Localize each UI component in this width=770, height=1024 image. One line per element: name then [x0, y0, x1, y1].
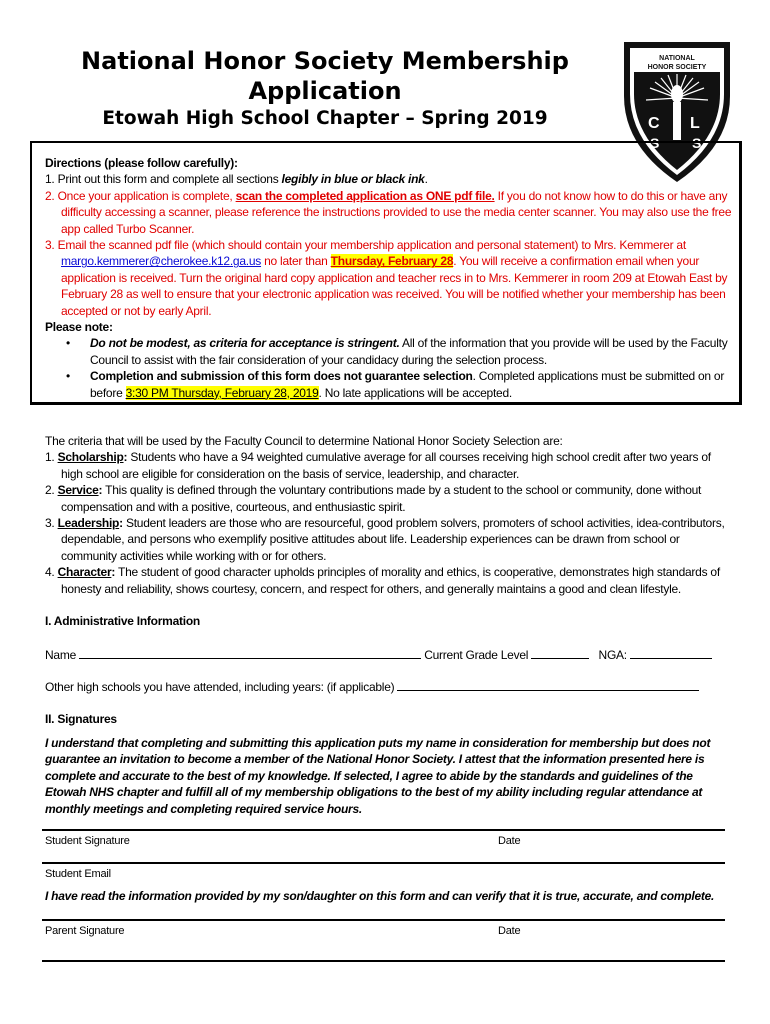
advisor-email-link[interactable]: margo.kemmerer@cherokee.k12.ga.us: [61, 254, 262, 269]
criteria-label: Character: [57, 565, 112, 580]
applicant-statement: I understand that completing and submitting this application puts my name in consideration for membership but does not guarantee an invitation to become a member of the National Honor Society. I attest that the information presented here is complete and accurate to the best of my knowledge. If selected, I agree to abide by the standards and guidelines of the Etowah NHS chapter and fulfill all of my membership obligations to the best of my ability including regular attendance at monthly meetings and completing required service hours.: [45, 736, 711, 816]
parent-signature-label: Parent Signature: [45, 925, 125, 937]
criteria-colon: :: [111, 565, 116, 580]
note-bullet-1-emphasis: Do not be modest, as criteria for acceptance is stringent.: [90, 336, 400, 351]
bullet-icon: •: [66, 369, 70, 384]
submission-deadline-highlight: 3:30 PM Thursday, February 28, 2019: [125, 385, 319, 400]
direction-item-3-suffix: . You will receive a confirmation email when your application is received. Turn the original hard copy application and teacher recs in to Mrs. Kemmerer in room 209 at Etowah East by February 28 as well to ensure that your electronic application was received. You will be notified whether your membership has been accepted or not by early April.: [61, 254, 728, 318]
logo-letter-s1: S: [650, 135, 660, 151]
direction-item-3-mid: no later than: [261, 254, 331, 269]
bullet-icon: •: [66, 336, 70, 351]
student-email-line[interactable]: [42, 862, 725, 864]
bottom-line: [42, 960, 725, 962]
direction-item-1: [45, 171, 735, 187]
logo-letter-s2: S: [692, 135, 702, 151]
other-schools-input[interactable]: [397, 679, 699, 691]
direction-item-2-prefix: 2. Once your application is complete,: [45, 188, 236, 203]
nga-input[interactable]: [630, 647, 712, 659]
criteria-colon: :: [123, 450, 128, 465]
parent-signature-line[interactable]: [42, 919, 725, 921]
direction-item-2-suffix: If you do not know how to do this or have any difficulty accessing a scanner, please reference the instructions provided to use the media center scanner. You may also use the free app called Turbo Scanner.: [61, 188, 732, 236]
criteria-colon: :: [119, 516, 123, 531]
email-deadline-highlight: Thursday, February 28: [330, 254, 454, 269]
criteria-number: 2.: [45, 483, 58, 498]
page-subtitle: Etowah High School Chapter – Spring 2019: [102, 108, 548, 129]
criteria-item-character: [45, 564, 735, 597]
grade-level-input[interactable]: [531, 647, 589, 659]
criteria-label: Service: [57, 483, 99, 498]
directions-heading: Directions (please follow carefully):: [45, 156, 238, 170]
criteria-text: This quality is defined through the voluntary contributions made by a student to the school or community, done without compensation and with a positive, courteous, and enthusiastic spirit.: [61, 483, 702, 514]
grade-level-label: Current Grade Level: [424, 648, 529, 662]
criteria-label: Leadership: [57, 516, 120, 531]
direction-item-2-emphasis: scan the completed application as ONE pdf file.: [235, 188, 495, 203]
note-bullet-2-suffix: . No late applications will be accepted.: [318, 385, 512, 400]
parent-statement: I have read the information provided by my son/daughter on this form and can verify that it is true, accurate, and complete.: [45, 889, 715, 903]
direction-item-1-suffix: .: [424, 172, 428, 187]
other-schools-label: Other high schools you have attended, including years: (if applicable): [45, 680, 395, 694]
criteria-number: 4.: [45, 565, 58, 580]
criteria-item-service: [45, 482, 735, 515]
logo-letter-c: C: [648, 115, 660, 132]
criteria-label: Scholarship: [57, 450, 124, 465]
logo-bottom-text: HONOR SOCIETY: [647, 64, 707, 71]
nga-label: NGA:: [598, 648, 627, 662]
direction-item-1-prefix: 1. Print out this form and complete all sections: [45, 172, 282, 187]
student-signature-label: Student Signature: [45, 835, 130, 847]
criteria-colon: :: [98, 483, 103, 498]
other-schools-row: [45, 679, 735, 695]
please-note-heading: Please note:: [45, 320, 113, 335]
criteria-number: 1.: [45, 450, 58, 465]
directions-section: [45, 155, 735, 401]
criteria-text: Students who have a 94 weighted cumulative average for all courses receiving high school credit after two years of high school are eligible for consideration on the basis of service, leadership, and character.: [61, 450, 711, 481]
criteria-text: Student leaders are those who are resourceful, good problem solvers, promoters of school activities, idea-contributors, dependable, and persons who exemplify positive attitudes about life. Leadership experiences can be drawn from school or community activities while working with or for others.: [61, 516, 725, 563]
logo-letter-l: L: [690, 115, 700, 132]
note-bullet-1: [45, 335, 735, 368]
criteria-item-leadership: [45, 515, 735, 564]
signatures-heading: II. Signatures: [45, 712, 117, 726]
name-row: [45, 647, 735, 663]
student-signature-line[interactable]: [42, 829, 725, 831]
name-input[interactable]: [79, 647, 421, 659]
note-bullet-2-emphasis: Completion and submission of this form does not guarantee selection: [90, 369, 473, 384]
criteria-section: [45, 433, 735, 597]
note-bullet-2: [45, 368, 735, 401]
note-bullet-2-text: . Completed applications must be submitted on or before: [90, 369, 725, 400]
criteria-intro: The criteria that will be used by the Faculty Council to determine National Honor Society Selection are:: [45, 434, 563, 448]
criteria-text: The student of good character upholds principles of morality and ethics, is cooperative, demonstrates high standards of honesty and reliability, shows courtesy, concern, and respect for others, and generally maintains a good and clean lifestyle.: [61, 565, 720, 596]
criteria-number: 3.: [45, 516, 58, 531]
direction-item-1-emphasis: legibly in blue or black ink: [281, 172, 425, 187]
direction-item-3: [45, 237, 735, 319]
logo-top-text: NATIONAL: [659, 55, 695, 62]
administrative-info-heading: I. Administrative Information: [45, 614, 200, 628]
page-title: National Honor Society Membership Application: [81, 47, 569, 105]
direction-item-2: [45, 188, 735, 237]
direction-item-3-prefix: 3. Email the scanned pdf file (which should contain your membership application and personal statement) to Mrs. Kemmerer at: [45, 238, 686, 253]
note-bullet-1-text: All of the information that you provide will be used by the Faculty Council to assist with the fair consideration of your candidacy during the selection process.: [90, 336, 728, 367]
parent-date-label: Date: [498, 925, 521, 937]
name-label: Name: [45, 648, 77, 662]
criteria-item-scholarship: [45, 449, 735, 482]
student-email-label: Student Email: [45, 868, 111, 880]
student-date-label: Date: [498, 835, 521, 847]
